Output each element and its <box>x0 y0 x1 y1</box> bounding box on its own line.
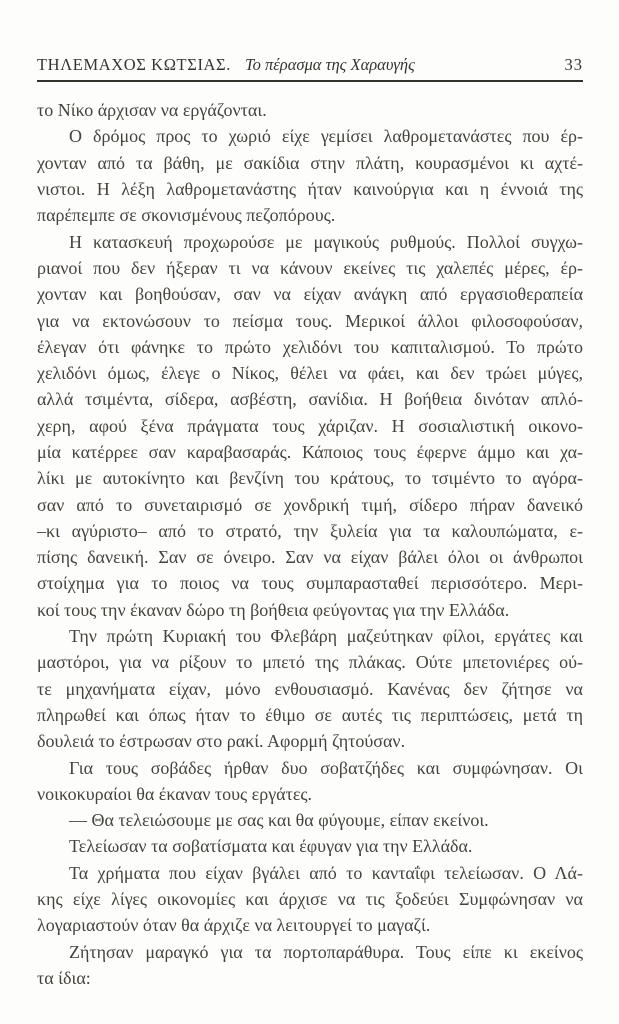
paragraph <box>37 755 583 808</box>
text-line: το Νίκο άρχισαν να εργάζονται. <box>37 100 267 121</box>
text-line: Τα χρήματα που είχαν βγάλει από το κανταΐφι τελείωσαν. Ο Λά- <box>69 862 583 883</box>
text-line: Ο δρόμος προς το χωριό είχε γεμίσει λαθρομετανάστες που έρ- <box>69 126 583 147</box>
text-line: κης είχε λίγες οικονομίες και άρχισε να τις ξοδεύει Συμφώνησαν να <box>37 889 583 910</box>
text-line: νοικοκυραίοι θα έκαναν τους εργάτες. <box>37 783 313 804</box>
text-line: παρέπεμπε σε σκονισμένους πεζοπόρους. <box>37 205 336 226</box>
text-line: αλλά τσιμέντα, σίδερα, ασβέστη, σανίδια. Η βοήθεια δινόταν απλό- <box>37 389 583 410</box>
text-line: πληρωθεί και όπως ήταν το έθιμο σε αυτές τις περιπτώσεις, μετά τη <box>37 704 583 725</box>
text-line: Για τους σοβάδες ήρθαν δυο σοβατζήδες και συμφώνησαν. Οι <box>69 757 583 778</box>
page-body <box>37 97 583 991</box>
text-line: μαστόροι, για να ρίξουν το μπετό της πλάκας. Ούτε μπετονιέρες ού- <box>37 652 583 673</box>
paragraph <box>37 833 583 859</box>
text-line: κοί τους την έκαναν δώρο τη βοήθεια φεύγοντας για την Ελλάδα. <box>37 599 510 620</box>
page-header <box>37 56 583 82</box>
header-author: ΤΗΛΕΜΑΧΟΣ ΚΩΤΣΙΑΣ. <box>37 55 231 74</box>
text-line: Η κατασκευή προχωρούσε με μαγικούς ρυθμούς. Πολλοί συγχω- <box>69 231 583 252</box>
paragraph <box>37 97 583 123</box>
text-line: τα ίδια: <box>37 967 91 988</box>
text-line: λογαριαστούν όταν θα άρχιζε να λειτουργεί το μαγαζί. <box>37 915 431 936</box>
text-line: χελιδόνι όμως, έλεγε ο Νίκος, θέλει να φάει, και δεν τρώει μύγες, <box>37 363 583 384</box>
paragraph <box>37 939 583 992</box>
paragraph <box>37 123 583 228</box>
text-line: χονταν και βοηθούσαν, σαν να είχαν ανάγκη από εργασιοθεραπεία <box>37 284 583 305</box>
paragraph <box>37 860 583 939</box>
text-line: χερη, αφού ξένα πράγματα τους χάριζαν. Η σοσιαλιστική οικονο- <box>37 415 583 436</box>
text-line: νιστοι. Η λέξη λαθρομετανάστης ήταν καινούργια και η έννοιά της <box>37 179 583 200</box>
text-line: δουλειά το έστρωσαν στο ρακί. Αφορμή ζητούσαν. <box>37 731 406 752</box>
text-line: Την πρώτη Κυριακή του Φλεβάρη μαζεύτηκαν φίλοι, εργάτες και <box>69 626 583 647</box>
text-line: Ζήτησαν μαραγκό για τα πορτοπαράθυρα. Τους είπε κι εκείνος <box>69 941 583 962</box>
paragraph <box>37 807 583 833</box>
text-line: ριανοί που δεν ήξεραν τι να κάνουν εκείνες τις χαλεπές μέρες, έρ- <box>37 257 583 278</box>
paragraph <box>37 623 583 754</box>
page-number: 33 <box>564 55 583 74</box>
text-line: — Θα τελειώσουμε με σας και θα φύγουμε, είπαν εκείνοι. <box>69 810 489 831</box>
text-line: Τελείωσαν τα σοβατίσματα και έφυγαν για την Ελλάδα. <box>69 836 473 857</box>
header-book-title: Το πέρασμα της Χαραυγής <box>244 55 415 74</box>
text-line: για να εκτονώσουν το πείσμα τους. Μερικοί άλλοι φιλοσοφούσαν, <box>37 310 583 331</box>
text-line: –κι αγύριστο– από το στρατό, την ξυλεία για τα καλουπώματα, ε- <box>37 520 583 541</box>
text-line: μία κατέρρεε σαν καραβασαράς. Κάποιος τους έφερνε άμμο και χα- <box>37 442 583 462</box>
text-line: χονταν από τα βάθη, με σακίδια στην πλάτη, κουρασμένοι κι αχτέ- <box>37 152 583 173</box>
text-line: πίσης δανεική. Σαν σε όνειρο. Σαν να είχαν βάλει όλοι οι άνθρωποι <box>37 547 583 568</box>
text-line: τε μηχανήματα είχαν, μόνο ενθουσιασμό. Κανένας δεν ζήτησε να <box>37 678 583 699</box>
text-line: σαν από το συνεταιρισμό σε χονδρική τιμή, σίδερο πήραν δανεικό <box>37 494 583 515</box>
paragraph <box>37 229 583 623</box>
text-line: λίκι με αυτοκίνητο και βενζίνη του κράτους, το τσιμέντο το αγόρα- <box>37 468 583 489</box>
text-line: έλεγαν ότι φάνηκε το πρώτο χελιδόνι του καπιταλισμού. Το πρώτο <box>37 336 583 357</box>
text-line: στοίχημα για το ποιος να τους συμπαρασταθεί περισσότερο. Μερι- <box>37 573 583 594</box>
